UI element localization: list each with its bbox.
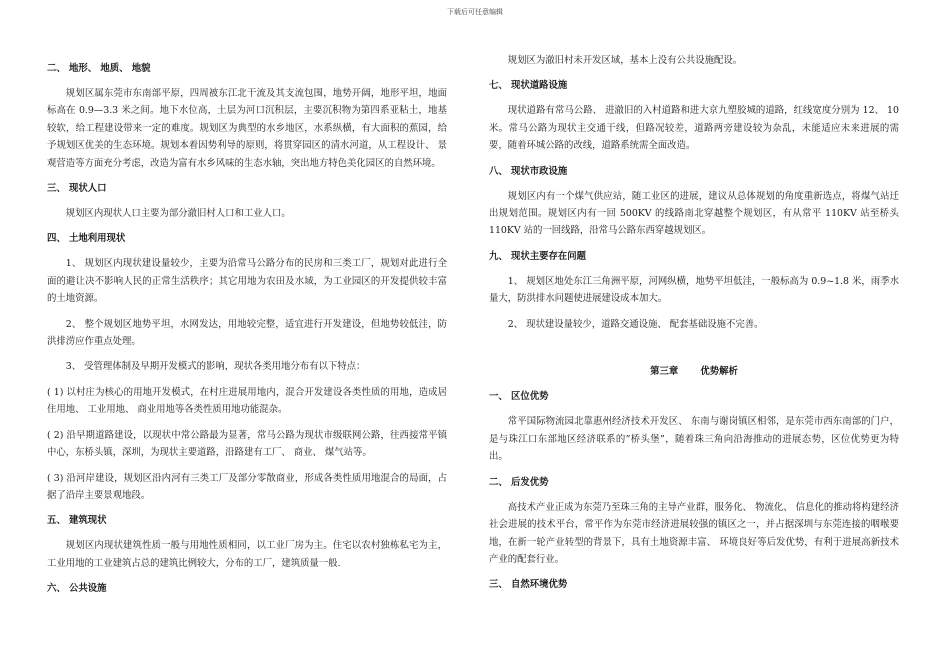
paragraph-land-use-1: 1、 规划区内现状建设量较少，主要为沿常马公路分布的民房和三类工厂，规划对此进行全面的避让决不影响人民的正常生活秩序；其它用地为农田及水域，为工业园区的开发提供较丰富的土地资源。 (47, 258, 447, 305)
chapter-title: 优势解析 (700, 366, 738, 378)
chapter-heading (489, 363, 899, 380)
paragraph-land-use-6: ( 3) 沿河岸建设，规划区沿内河有三类工厂及部分零散商业，形成各类性质用地混合的局面，占据了沿岸主要景观地段。 (47, 472, 447, 501)
chapter-number: 第三章 (650, 366, 679, 378)
section-heading-problems: 九、 现状主要存在问题 (489, 250, 587, 262)
left-column (47, 52, 447, 605)
paragraph-roads: 现状道路有常马公路、 进澈旧的入村道路和进大京九塑胶城的道路，红线宽度分别为 12、 10 米。常马公路为现状主交通干线，但路况较差，道路两旁建设较为杂乱，未能适应未来进展的需要，随着环城公路的改线，道路系统需全面改造。 (489, 105, 899, 152)
paragraph-terrain: 规划区属东莞市东南部平原，四周被东江北干流及其支流包围，地势开阔，地形平坦，地面标高在 0.9—3.3 米之间。地下水位高，土层为河口沉积层，主要沉积物为第四系亚粘土，地基较软，给工程建设带来一定的难度。规划区为典型的水乡地区，水系纵横，有大面积的蕉园，给予规划区优美的生态环境。规划本着因势利导的原则，将贯穿园区的清水河道，从工程设计、 景观营造等方面充分考虑，改造为富有水乡风味的生态水轴，突出地方特色美化园区的自然环境。 (47, 88, 447, 169)
section-heading-buildings: 五、 建筑现状 (47, 515, 107, 527)
page-header-note: 下载后可任意编辑 (447, 8, 503, 16)
paragraph-problems-2: 2、 现状建设量较少，道路交通设施、 配套基础设施不完善。 (507, 318, 764, 330)
paragraph-public-facilities: 规划区为澈旧村未开发区域，基本上没有公共设施配设。 (507, 55, 743, 66)
paragraph-utilities: 规划区内有一个煤气供应站，随工业区的进展，建议从总体规划的角度重新选点，将煤气站迁出规划范围。规划区内有一回 500KV 的线路南北穿越整个规划区，有从常平 110KV 站至桥头 110KV 站的一回线路，沿常马公路东西穿越规划区。 (489, 190, 899, 237)
section-heading-roads: 七、 现状道路设施 (489, 80, 568, 92)
section-heading-public-facilities: 六、 公共设施 (47, 583, 107, 595)
paragraph-land-use-4: ( 1) 以村庄为核心的用地开发模式，在村庄进展用地内，混合开发建设各类性质的用地，造成居住用地、 工业用地、 商业用地等各类性质用地功能混杂。 (47, 386, 447, 416)
section-heading-late-mover: 二、 后发优势 (489, 476, 549, 488)
section-heading-environment: 三、 自然环境优势 (489, 579, 568, 591)
paragraph-late-mover: 高技术产业正成为东莞乃至珠三角的主导产业群，服务化、 物流化、 信息化的推动将构建经济社会进展的技术平台，常平作为东莞市经济进展较强的镇区之一，并占据深圳与东莞连接的咽喉要地，在新一轮产业转型的背景下，具有土地资源丰富、 环境良好等后发优势，有利于进展高新技术产业的配套行业。 (489, 501, 899, 565)
section-heading-terrain: 二、 地形、 地质、 地貌 (47, 63, 151, 74)
section-heading-land-use: 四、 土地利用现状 (47, 233, 126, 245)
section-heading-population: 三、 现状人口 (47, 183, 107, 195)
paragraph-land-use-5: ( 2) 沿早期道路建设，以现状中常公路最为显著，常马公路为现状市级联网公路，往西接常平镇中心，东桥头镇，深圳，为现状主要道路，沿路建有工厂、 商业、 煤气站等。 (47, 429, 447, 459)
right-column (489, 52, 899, 601)
paragraph-land-use-3: 3、 受管理体制及早期开发模式的影响，现状各类用地分布有以下特点： (65, 361, 366, 373)
section-heading-location: 一、 区位优势 (489, 391, 549, 403)
paragraph-location: 常平国际物流园北靠惠州经济技术开发区、 东南与谢岗镇区相邻，是东莞市西东南部的门户，是与珠江口东部地区经济联系的”桥头堡”，随着珠三角向沿海推动的进展态势，区位优势更为特出。 (489, 416, 899, 463)
paragraph-land-use-2: 2、 整个规划区地势平坦，水网发达，用地较完整，适宜进行开发建设，但地势较低洼，防洪排涝应作重点处理。 (47, 318, 447, 348)
paragraph-problems-1: 1、 规划区地处东江三角洲平原，河网纵横，地势平坦低洼，一般标高为 0.9~1.8 米，雨季水量大，防洪排水问题使进展建设成本加大。 (489, 275, 899, 305)
paragraph-population: 规划区内现状人口主要为部分澈旧村人口和工业人口。 (65, 208, 291, 220)
paragraph-buildings: 规划区内现状建筑性质一般与用地性质相同，以工业厂房为主。住宅以农村独栋私宅为主，工业用地的工业建筑占总的建筑比例较大，分布的工厂，建筑质量一般. (47, 540, 447, 569)
section-heading-utilities: 八、 现状市政设施 (489, 165, 568, 177)
